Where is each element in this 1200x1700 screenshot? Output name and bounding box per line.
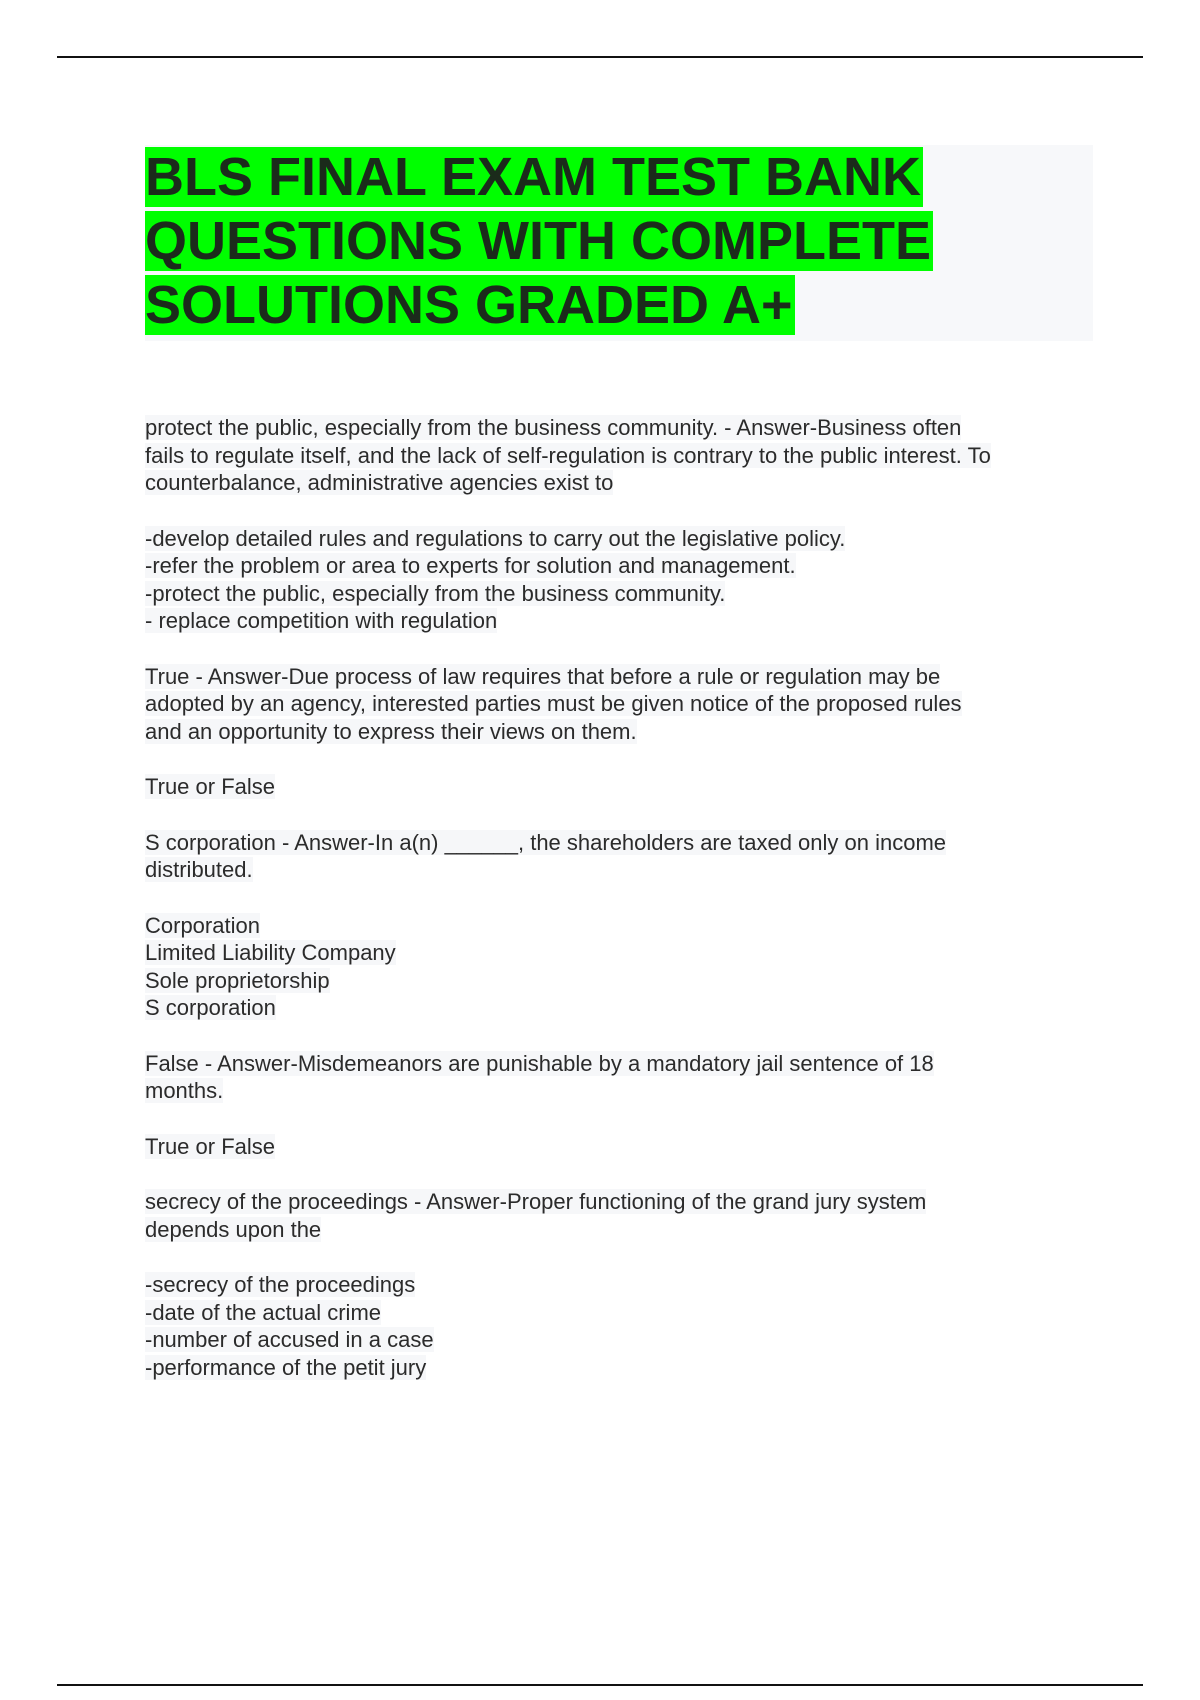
option-line: -date of the actual crime: [145, 1299, 382, 1325]
qa-block-1: [145, 414, 1085, 497]
text-line: months.: [145, 1078, 224, 1103]
options-block-1: [145, 525, 1085, 635]
qa-block-2: [145, 663, 1085, 746]
qa-block-5: [145, 1188, 1085, 1243]
text-line: protect the public, especially from the business community. - Answer-Business often: [145, 415, 962, 440]
option-line: -performance of the petit jury: [145, 1354, 427, 1380]
option-line: Limited Liability Company: [145, 940, 396, 965]
title-line-3: SOLUTIONS GRADED A+: [145, 275, 793, 335]
option-line: - replace competition with regulation: [145, 608, 498, 633]
text-line: True - Answer-Due process of law requires that before a rule or regulation may be: [145, 663, 941, 689]
qa-block-4: [145, 1050, 1085, 1105]
option-line: S corporation: [145, 995, 276, 1020]
text-line: fails to regulate itself, and the lack of self-regulation is contrary to the public interest. To: [145, 442, 991, 468]
title-line-1: BLS FINAL EXAM TEST BANK: [145, 147, 922, 207]
option-line: -develop detailed rules and regulations to carry out the legislative policy.: [145, 525, 846, 551]
text-line: counterbalance, administrative agencies exist to: [145, 470, 614, 495]
option-line: -refer the problem or area to experts for solution and management.: [145, 553, 796, 578]
text-line: secrecy of the proceedings - Answer-Proper functioning of the grand jury system: [145, 1189, 927, 1214]
option-line: -number of accused in a case: [145, 1327, 434, 1352]
option-line: -secrecy of the proceedings: [145, 1272, 416, 1297]
text-line: depends upon the: [145, 1216, 322, 1242]
title-line-2: QUESTIONS WITH COMPLETE: [145, 211, 932, 271]
text-line: S corporation - Answer-In a(n) ______, the shareholders are taxed only on income: [145, 829, 947, 855]
text-line: distributed.: [145, 857, 253, 882]
options-block-2: [145, 773, 1085, 801]
option-line: True or False: [145, 1133, 276, 1159]
title-block: [145, 145, 1093, 341]
option-line: -protect the public, especially from the business community.: [145, 580, 726, 606]
options-block-3: [145, 912, 1085, 1022]
text-line: adopted by an agency, interested parties must be given notice of the proposed rules: [145, 691, 962, 716]
options-block-4: [145, 1133, 1085, 1161]
option-line: True or False: [145, 774, 276, 799]
text-line: False - Answer-Misdemeanors are punishable by a mandatory jail sentence of 18: [145, 1050, 934, 1076]
top-rule: [57, 56, 1143, 58]
bottom-rule: [57, 1684, 1143, 1686]
text-line: and an opportunity to express their views on them.: [145, 718, 637, 744]
qa-block-3: [145, 829, 1085, 884]
option-line: Sole proprietorship: [145, 967, 330, 993]
options-block-5: [145, 1271, 1085, 1381]
document-title: [145, 145, 1093, 337]
document-body: [145, 414, 1085, 1409]
option-line: Corporation: [145, 912, 260, 938]
